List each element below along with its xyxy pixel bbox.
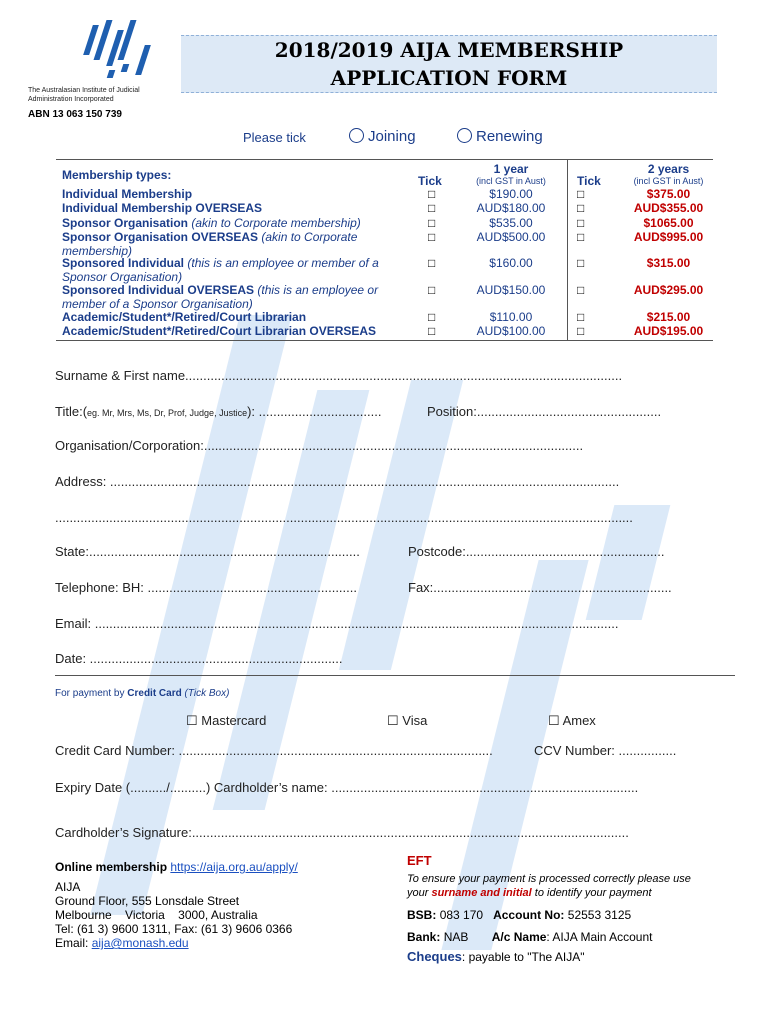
online-membership-label: Online membership: [55, 860, 171, 874]
cheques-label: Cheques: [407, 949, 462, 964]
price-1-year: AUD$100.00: [476, 324, 546, 338]
checkbox-1-year[interactable]: □: [428, 256, 436, 270]
price-2-years: AUD$195.00: [633, 324, 704, 338]
checkbox-1-year[interactable]: □: [428, 324, 436, 338]
membership-note: (akin to Corporate membership): [191, 216, 361, 230]
logo-caption: The Australasian Institute of Judicial Administration Incorporated: [28, 87, 140, 103]
membership-name: Individual Membership OVERSEAS: [62, 201, 263, 215]
membership-row: [56, 230, 713, 256]
tick-header-2: Tick: [577, 174, 601, 188]
abn: ABN 13 063 150 739: [28, 109, 122, 120]
checkbox-2-years[interactable]: □: [577, 310, 585, 324]
membership-type: [62, 283, 402, 311]
checkbox-2-years[interactable]: □: [577, 230, 585, 244]
please-tick-label: Please tick: [243, 130, 306, 145]
signature-field[interactable]: Cardholder’s Signature:.........................................................................................................................: [55, 825, 629, 840]
checkbox-2-years[interactable]: □: [577, 283, 585, 297]
credit-card-number-field[interactable]: Credit Card Number: .......................................................................................: [55, 743, 493, 758]
joining-option[interactable]: [349, 128, 416, 145]
title-line-2: APPLICATION FORM: [330, 66, 568, 90]
membership-row: [56, 310, 713, 324]
membership-name: Sponsored Individual OVERSEAS: [62, 283, 255, 297]
apply-link[interactable]: https://aija.org.au/apply/: [170, 860, 298, 874]
membership-row: [56, 324, 713, 338]
price-1-year: $110.00: [489, 310, 533, 324]
eft-block: EFT To ensure your payment is processed correctly please use your surname and initial to identify your payment BSB: 083 170 Account No: 52553 3125 Bank: NAB A/c Name: AIJA Main Account Cheques: payable to "The AIJA": [407, 854, 737, 964]
payment-heading: For payment by Credit Card (Tick Box): [55, 688, 230, 699]
email-field[interactable]: Email: .................................................................................................................................................: [55, 616, 619, 631]
checkbox-1-year[interactable]: □: [428, 216, 436, 230]
eft-title: EFT: [407, 853, 432, 868]
checkbox-1-year[interactable]: □: [428, 201, 436, 215]
contact-block: Online membership https://aija.org.au/apply/ AIJA Ground Floor, 555 Lonsdale Street Melbourne Victoria 3000, Australia Tel: (61 3) 9600 1311, Fax: (61 3) 9606 0366 Email: aija@monash.edu: [55, 860, 298, 950]
checkbox-1-year[interactable]: □: [428, 230, 436, 244]
price-1-year: AUD$150.00: [476, 283, 546, 297]
membership-row: [56, 283, 713, 309]
checkbox-1-year[interactable]: □: [428, 187, 436, 201]
ccv-field[interactable]: CCV Number: ................: [534, 743, 677, 758]
membership-row: [56, 216, 713, 230]
price-1-year: $160.00: [489, 256, 533, 270]
email-link[interactable]: aija@monash.edu: [91, 936, 189, 950]
checkbox-2-years[interactable]: □: [577, 256, 585, 270]
checkbox-2-years[interactable]: □: [577, 324, 585, 338]
renewing-radio[interactable]: [457, 128, 472, 143]
divider: [55, 675, 735, 676]
fax-field[interactable]: Fax:..................................................................: [408, 580, 672, 595]
surname-field[interactable]: Surname & First name.........................................................................................................................: [55, 368, 623, 383]
membership-type: [62, 256, 402, 284]
membership-type: [62, 201, 402, 215]
membership-row: [56, 256, 713, 282]
title-dots: ): ..................................: [247, 404, 382, 419]
membership-type: [62, 310, 402, 324]
membership-name: Academic/Student*/Retired/Court Librarian OVERSEAS: [62, 324, 377, 338]
title-hint: eg. Mr, Mrs, Ms, Dr, Prof, Judge, Justice: [87, 408, 248, 418]
tick-header-1: Tick: [418, 174, 442, 188]
checkbox-2-years[interactable]: □: [577, 201, 585, 215]
membership-row: [56, 201, 713, 215]
title-label: Title:(: [55, 404, 88, 419]
membership-table: [56, 159, 713, 341]
form-title: [181, 35, 717, 93]
one-year-header: 1 year: [493, 162, 529, 176]
mastercard-option[interactable]: ☐ Mastercard: [186, 713, 267, 728]
telephone-field[interactable]: Telephone: BH: ..........................................................: [55, 580, 357, 595]
membership-name: Academic/Student*/Retired/Court Librarian: [62, 310, 307, 324]
renewing-label: Renewing: [476, 128, 543, 145]
two-years-subheader: (incl GST in Aust): [633, 176, 704, 186]
state-field[interactable]: State:...........................................................................: [55, 544, 360, 559]
membership-note: (this is an employee or member of a Sponsor Organisation): [62, 283, 379, 311]
position-field[interactable]: Position:...................................................: [427, 404, 662, 419]
visa-label: Visa: [402, 713, 428, 728]
price-1-year: $190.00: [489, 187, 533, 201]
price-2-years: AUD$355.00: [633, 201, 704, 215]
joining-label: Joining: [368, 128, 416, 145]
membership-type: [62, 216, 402, 230]
one-year-subheader: (incl GST in Aust): [476, 176, 546, 186]
amex-label: Amex: [562, 713, 596, 728]
membership-name: Sponsor Organisation OVERSEAS: [62, 230, 259, 244]
cheques-payable: : payable to "The AIJA": [461, 950, 585, 964]
membership-name: Sponsor Organisation: [62, 216, 189, 230]
contact-phone: Tel: (61 3) 9600 1311, Fax: (61 3) 9606 0366: [55, 922, 293, 936]
price-2-years: $1065.00: [643, 216, 694, 230]
two-years-header: 2 years: [647, 162, 690, 176]
price-2-years: AUD$995.00: [633, 230, 704, 244]
account-number: 52553 3125: [567, 908, 632, 922]
membership-name: Sponsored Individual: [62, 256, 185, 270]
price-2-years: $215.00: [646, 310, 691, 324]
renewing-option[interactable]: [457, 128, 543, 145]
checkbox-1-year[interactable]: □: [428, 310, 436, 324]
address-field[interactable]: Address: .............................................................................................................................................: [55, 474, 620, 489]
checkbox-2-years[interactable]: □: [577, 187, 585, 201]
visa-option[interactable]: ☐ Visa: [387, 713, 428, 728]
price-2-years: $315.00: [646, 256, 691, 270]
date-field[interactable]: Date: ......................................................................: [55, 651, 343, 666]
price-1-year: $535.00: [489, 216, 533, 230]
price-1-year: AUD$180.00: [476, 201, 546, 215]
membership-type: [62, 230, 402, 258]
eft-note-1: To ensure your payment is processed correctly please use: [407, 873, 691, 885]
price-1-year: AUD$500.00: [476, 230, 546, 244]
title-field[interactable]: [55, 404, 381, 419]
mastercard-label: Mastercard: [201, 713, 267, 728]
membership-row: [56, 187, 713, 201]
organisation-field[interactable]: Organisation/Corporation:.........................................................................................................: [55, 438, 584, 453]
expiry-cardholder-field[interactable]: Expiry Date (........../..........) Cardholder’s name: .....................................................................................: [55, 780, 639, 795]
membership-note: (this is an employee or member of a Sponsor Organisation): [62, 256, 379, 284]
contact-org: AIJA: [55, 880, 81, 894]
membership-type: [62, 187, 402, 201]
membership-name: Individual Membership: [62, 187, 193, 201]
amex-option[interactable]: ☐ Amex: [548, 713, 596, 728]
bsb-value: 083 170: [439, 908, 484, 922]
price-2-years: $375.00: [646, 187, 691, 201]
account-name: : AIJA Main Account: [546, 930, 653, 944]
checkbox-2-years[interactable]: □: [577, 216, 585, 230]
address-line-2[interactable]: ................................................................................................................................................................: [55, 510, 633, 525]
eft-emphasis: surname and initial: [431, 887, 532, 899]
contact-address-1: Ground Floor, 555 Lonsdale Street: [55, 894, 240, 908]
title-line-1: 2018/2019 AIJA MEMBERSHIP: [274, 38, 624, 62]
bank-name: NAB: [443, 930, 469, 944]
membership-note: (akin to Corporate membership): [62, 230, 358, 258]
membership-types-header: Membership types:: [62, 168, 172, 182]
contact-address-2: Melbourne Victoria 3000, Australia: [55, 908, 258, 922]
checkbox-1-year[interactable]: □: [428, 283, 436, 297]
price-2-years: AUD$295.00: [633, 283, 704, 297]
membership-type: [62, 324, 402, 338]
postcode-field[interactable]: Postcode:.......................................................: [408, 544, 665, 559]
joining-radio[interactable]: [349, 128, 364, 143]
